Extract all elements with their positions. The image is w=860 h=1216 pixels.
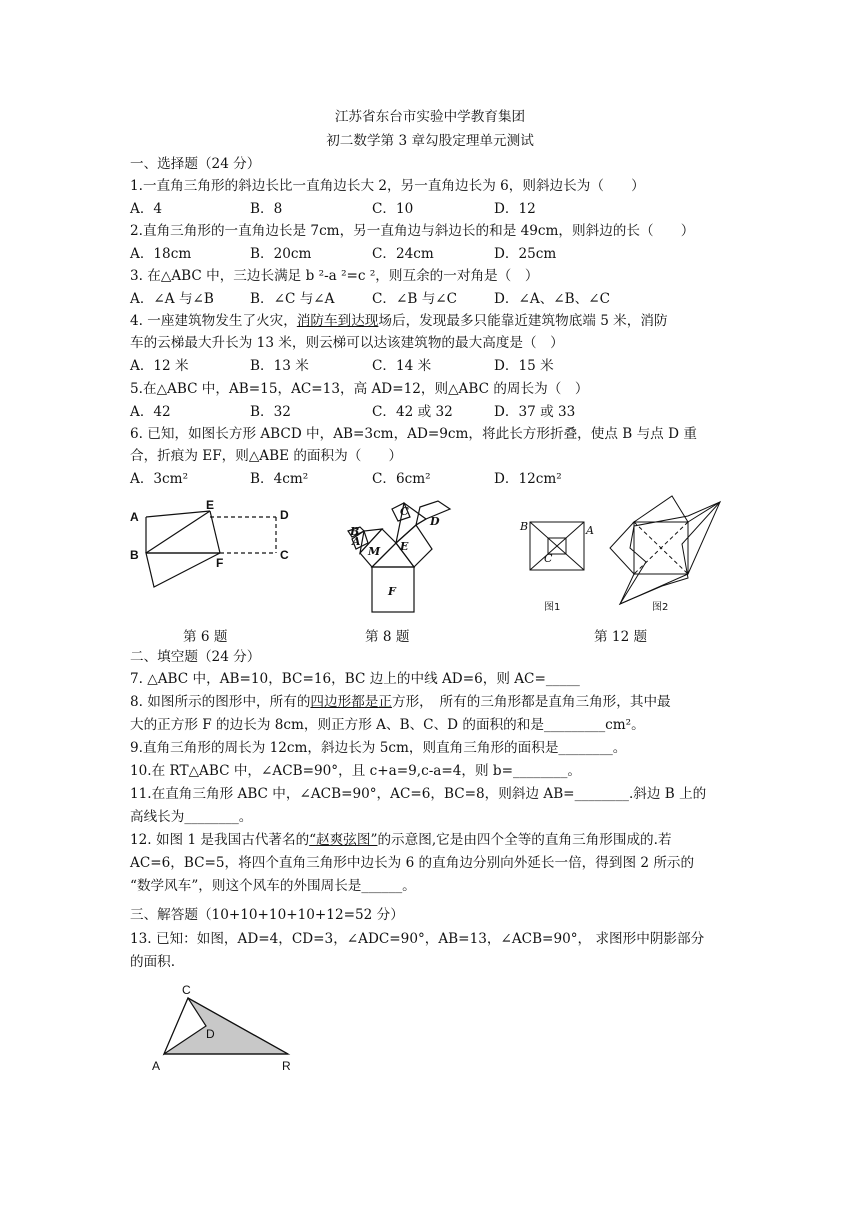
question-3: 3. 在△ABC 中，三边长满足 b ²-a ²=c ²，则互余的一对角是（ ）: [130, 268, 539, 284]
q1-option-c: C．10: [372, 201, 414, 217]
question-12-line3: “数学风车”，则这个风车的外围周长是______。: [130, 878, 416, 894]
fig6-label-e: E: [206, 498, 215, 512]
q12-text-post: 的示意图,它是由四个全等的直角三角形围成的.若: [377, 832, 672, 848]
question-1: 1.一直角三角形的斜边长比一直角边长大 2，另一直角边长为 6，则斜边长为（ ）: [130, 178, 645, 194]
school-name: 江苏省东台市实验中学教育集团: [334, 109, 526, 125]
fig6-edge-a-e: [146, 511, 210, 517]
fig6-diagonal-be: [146, 511, 210, 553]
fig8-label-c: C: [400, 505, 409, 518]
fig6-label-f: F: [216, 556, 224, 570]
question-7: 7. △ABC 中，AB=10，BC=16，BC 边上的中线 AD=6，则 AC=_____: [130, 671, 580, 687]
question-11-line1: 11.在直角三角形 ABC 中，∠ACB=90°，AC=6，BC=8，则斜边 AB=________.斜边 B 上的: [130, 786, 707, 802]
q5-option-a: A．42: [130, 404, 171, 420]
question-11-line2: 高线长为________。: [130, 809, 253, 825]
q3-option-a: A．∠A 与∠B: [130, 291, 214, 307]
fig12-label-fig1: 图1: [544, 602, 561, 613]
fig12-fig2-blade-right: [688, 502, 720, 574]
question-12-line1: [130, 831, 672, 849]
test-title: 初二数学第 3 章勾股定理单元测试: [326, 133, 534, 149]
q2-option-b: B．20cm: [250, 246, 312, 262]
fig8-label-e: E: [400, 540, 409, 553]
q12-text-underlined: “赵爽弦图”: [309, 832, 378, 848]
q5-option-c: C．42 或 32: [372, 404, 453, 420]
q6-option-d: D．12cm²: [494, 471, 562, 487]
q2-option-d: D．25cm: [494, 246, 557, 262]
question-4-line2: 车的云梯最大升长为 13 米，则云梯可以达该建筑物的最大高度是（ ）: [130, 335, 564, 351]
q4-option-c: C．14 米: [372, 358, 432, 374]
q1-option-a: A．4: [130, 201, 163, 217]
q4-text-post: 场后，发现最多只能靠近建筑物底端 5 米，消防: [378, 313, 668, 329]
fig12-fig2-blade-top: [634, 496, 688, 522]
figure-8-caption: 第 8 题: [365, 629, 410, 645]
q4-text-pre: 4. 一座建筑物发生了火灾，: [130, 313, 297, 329]
fig12-label-a: A: [586, 524, 594, 537]
q6-option-b: B．4cm²: [250, 471, 309, 487]
q2-option-c: C．24cm: [372, 246, 434, 262]
q4-option-d: D．15 米: [494, 358, 554, 374]
q6-option-c: C．6cm²: [372, 471, 431, 487]
q8-text-underlined-1: 四边形都是: [310, 694, 379, 710]
question-10: 10.在 RT△ABC 中，∠ACB=90°，且 c+a=9,c-a=4，则 b=________。: [130, 763, 581, 779]
figure-6-caption: 第 6 题: [183, 629, 228, 645]
question-6-line2: 合，折痕为 EF，则△ABE 的面积为（ ）: [130, 448, 403, 464]
q12-text-pre: 12. 如图 1 是我国古代著名的: [130, 832, 310, 848]
fig8-label-b: B: [350, 525, 360, 538]
q8-text-pre: 8. 如图所示的图形中，所有的: [130, 694, 311, 710]
q4-option-a: A．12 米: [130, 358, 189, 374]
figure-6-folded-rectangle: [126, 495, 296, 595]
q1-option-b: B．8: [250, 201, 283, 217]
question-8-line1: [130, 693, 671, 711]
question-12-line2: AC=6，BC=5，将四个直角三角形中边长为 6 的直角边分别向外延长一倍，得到图 2 所示的: [130, 855, 695, 871]
q4-text-underlined: 消防车到达现: [296, 313, 379, 329]
q8-text-post: 方形， 所有的三角形都是直角三角形，其中最: [391, 694, 671, 710]
fig13-label-c: C: [182, 983, 191, 997]
question-6-line1: 6. 已知，如图长方形 ABCD 中，AB=3cm，AD=9cm，将此长方形折叠，使点 B 与点 D 重: [130, 426, 697, 442]
q8-text-underlined-2: 正: [378, 694, 392, 710]
fig12-label-c: C: [544, 552, 553, 565]
q4-option-b: B．13 米: [250, 358, 309, 374]
fig13-label-d: D: [206, 1027, 215, 1041]
section2-heading: 二、填空题（24 分）: [130, 649, 261, 665]
question-2: 2.直角三角形的一直角边长是 7cm，另一直角边与斜边长的和是 49cm，则斜边的长（ ）: [130, 223, 695, 239]
question-13-line1: 13. 已知：如图，AD=4，CD=3，∠ADC=90°，AB=13，∠ACB=90°， 求图形中阴影部分: [130, 931, 705, 947]
fig12-label-b: B: [520, 520, 529, 533]
question-13-line2: 的面积.: [130, 954, 176, 970]
q3-option-b: B．∠C 与∠A: [250, 291, 335, 307]
fig12-fig2-blade-bottom: [620, 574, 688, 604]
fig8-label-m: M: [368, 545, 381, 558]
figure-12-caption: 第 12 题: [594, 629, 648, 645]
question-4-line1: [130, 312, 668, 330]
fig6-label-b: B: [130, 548, 139, 562]
q6-option-a: A．3cm²: [130, 471, 189, 487]
q5-option-b: B．32: [250, 404, 291, 420]
fig13-label-a: A: [152, 1059, 161, 1073]
fig8-label-a: A: [352, 535, 361, 548]
fig12-fig2-windmill-outline: [620, 502, 720, 604]
figure-12-zhao-shuang-windmill: [512, 492, 724, 618]
fig8-label-f: F: [388, 585, 396, 598]
figure-13-shaded-triangle: [146, 982, 306, 1080]
fig8-label-d: D: [430, 515, 440, 528]
section3-heading: 三、解答题（10+10+10+10+12=52 分）: [130, 907, 404, 923]
question-9: 9.直角三角形的周长为 12cm，斜边长为 5cm，则直角三角形的面积是________。: [130, 740, 627, 756]
question-8-line2: 大的正方形 F 的边长为 8cm，则正方形 A、B、C、D 的面积的和是_________cm²。: [130, 717, 645, 733]
fig13-label-b: R: [282, 1059, 291, 1073]
fig6-label-c: C: [280, 548, 289, 562]
fig6-label-a: A: [130, 510, 139, 524]
figure-8-pythagoras-tree: [334, 495, 464, 617]
q1-option-d: D．12: [494, 201, 536, 217]
fig12-label-fig2: 图2: [652, 602, 669, 613]
section1-heading: 一、选择题（24 分）: [130, 156, 261, 172]
q3-option-c: C．∠B 与∠C: [372, 291, 458, 307]
fig6-label-d: D: [280, 508, 289, 522]
question-5: 5.在△ABC 中，AB=15，AC=13，高 AD=12，则△ABC 的周长为（ ）: [130, 381, 589, 397]
q5-option-d: D．37 或 33: [494, 404, 576, 420]
fig6-folded-flap: [146, 553, 220, 587]
q2-option-a: A．18cm: [130, 246, 192, 262]
q3-option-d: D．∠A、∠B、∠C: [494, 291, 611, 307]
